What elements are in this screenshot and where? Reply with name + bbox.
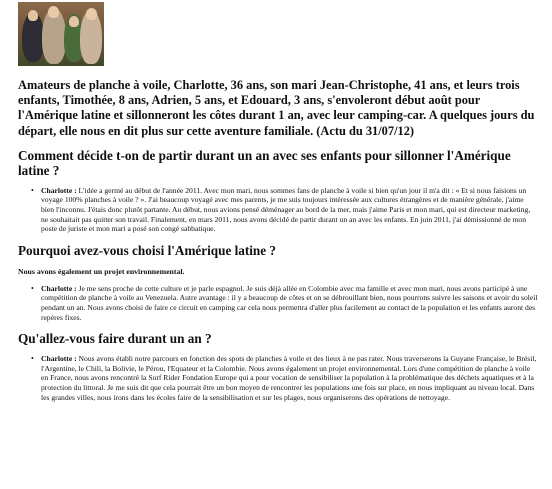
photo-face <box>86 8 97 20</box>
family-photo <box>18 2 104 66</box>
answer-item <box>31 284 538 322</box>
answer-text: L'idée a germé au début de l'année 2011. Avec mon mari, nous sommes fans de planche à voile si bien qu'un jour il m'a dit : « Et si nous faisions un voyage 100% planches à voile ? ». J'ai beaucoup voyagé avec mes parents, je me suis toujours intéressée aux cultures étrangères et de manière générale, j'aime bien l'inconnu. J'étais donc plutôt partante. Au début, nous avions pensé déménager au bord de la mer, mais j'aime Paris et mon mari, qui est directeur marketing, ne souhaitait pas quitter son travail. Finalement, en mars 2011, nous avons décidé de partir durant un an avec les enfants. En juin 2011, j'ai démissionné de mon poste de juriste et mon mari a posé son congé sabbatique. <box>41 185 531 234</box>
article <box>18 0 538 402</box>
section-question: Comment décide t-on de partir durant un an avec ses enfants pour sillonner l'Amérique latine ? <box>18 147 511 178</box>
photo-face <box>28 10 38 21</box>
intro-paragraph: Amateurs de planche à voile, Charlotte, 36 ans, son mari Jean-Christophe, 41 ans, et leurs trois enfants, Timothée, 8 ans, Adrien, 5 ans, et Edouard, 3 ans, s'envoleront début août pour l'Amérique latine et sillonneront les côtes durant 1 an, avec leur camping-car. A quelques jours du départ, elle nous en dit plus sur cette aventure familiale. (Actu du 31/07/12) <box>18 78 535 138</box>
answer-text: Nous avons établi notre parcours en fonction des spots de planches à voile et des lieux à ne pas rater. Nous traverserons la Guyane Française, le Brésil, l'Argentine, le Chili, la Bolivie, le Pérou, l'Equateur et la Colombie. Nous avons également un projet environnemental. Lors d'une compétition de planche à voile en France, nous avons rencontré la Surf Rider Fondation Europe qui a pour vocation de sensibiliser la population à la problématique des déchets aquatiques et à la protection du littoral. Je me suis dit que cela pourrait être un bon moyen de rencontrer les populations une fois sur place, en nous impliquant au niveau local. Dans les grandes villes, nous irons dans les écoles faire de la sensibilisation et sur les plages, nous organiserons des opérations de nettoyage. <box>41 354 537 402</box>
answer-item <box>31 354 538 402</box>
speaker-label: Charlotte : <box>41 354 77 364</box>
speaker-label: Charlotte : <box>41 283 77 293</box>
section-question: Pourquoi avez-vous choisi l'Amérique latine ? <box>18 242 277 258</box>
section-note: Nous avons également un projet environnemental. <box>18 266 185 276</box>
answer-item <box>31 186 538 234</box>
speaker-label: Charlotte : <box>41 185 77 195</box>
answer-text: Je me sens proche de cette culture et je parle espagnol. Je suis déjà allée en Colombie avec ma famille et avec mon mari, nous avons participé à une compétition de planche à voile au Venezuela. Autre avantage : il y a beaucoup de côtes et on se débrouillant bien, nous pourrons suivre les saisons et avoir du soleil pendant un an. Nous avons choisi de faire ce circuit en camping car cela nous permettra d'aller plus facilement au contact de la population et les enfants auront des repères fixes. <box>41 283 538 322</box>
answer-list <box>18 186 538 234</box>
photo-face <box>48 6 59 18</box>
section-question: Qu'allez-vous faire durant un an ? <box>18 331 212 347</box>
photo-face <box>69 16 79 27</box>
answer-list <box>18 354 538 402</box>
answer-list <box>18 284 538 322</box>
